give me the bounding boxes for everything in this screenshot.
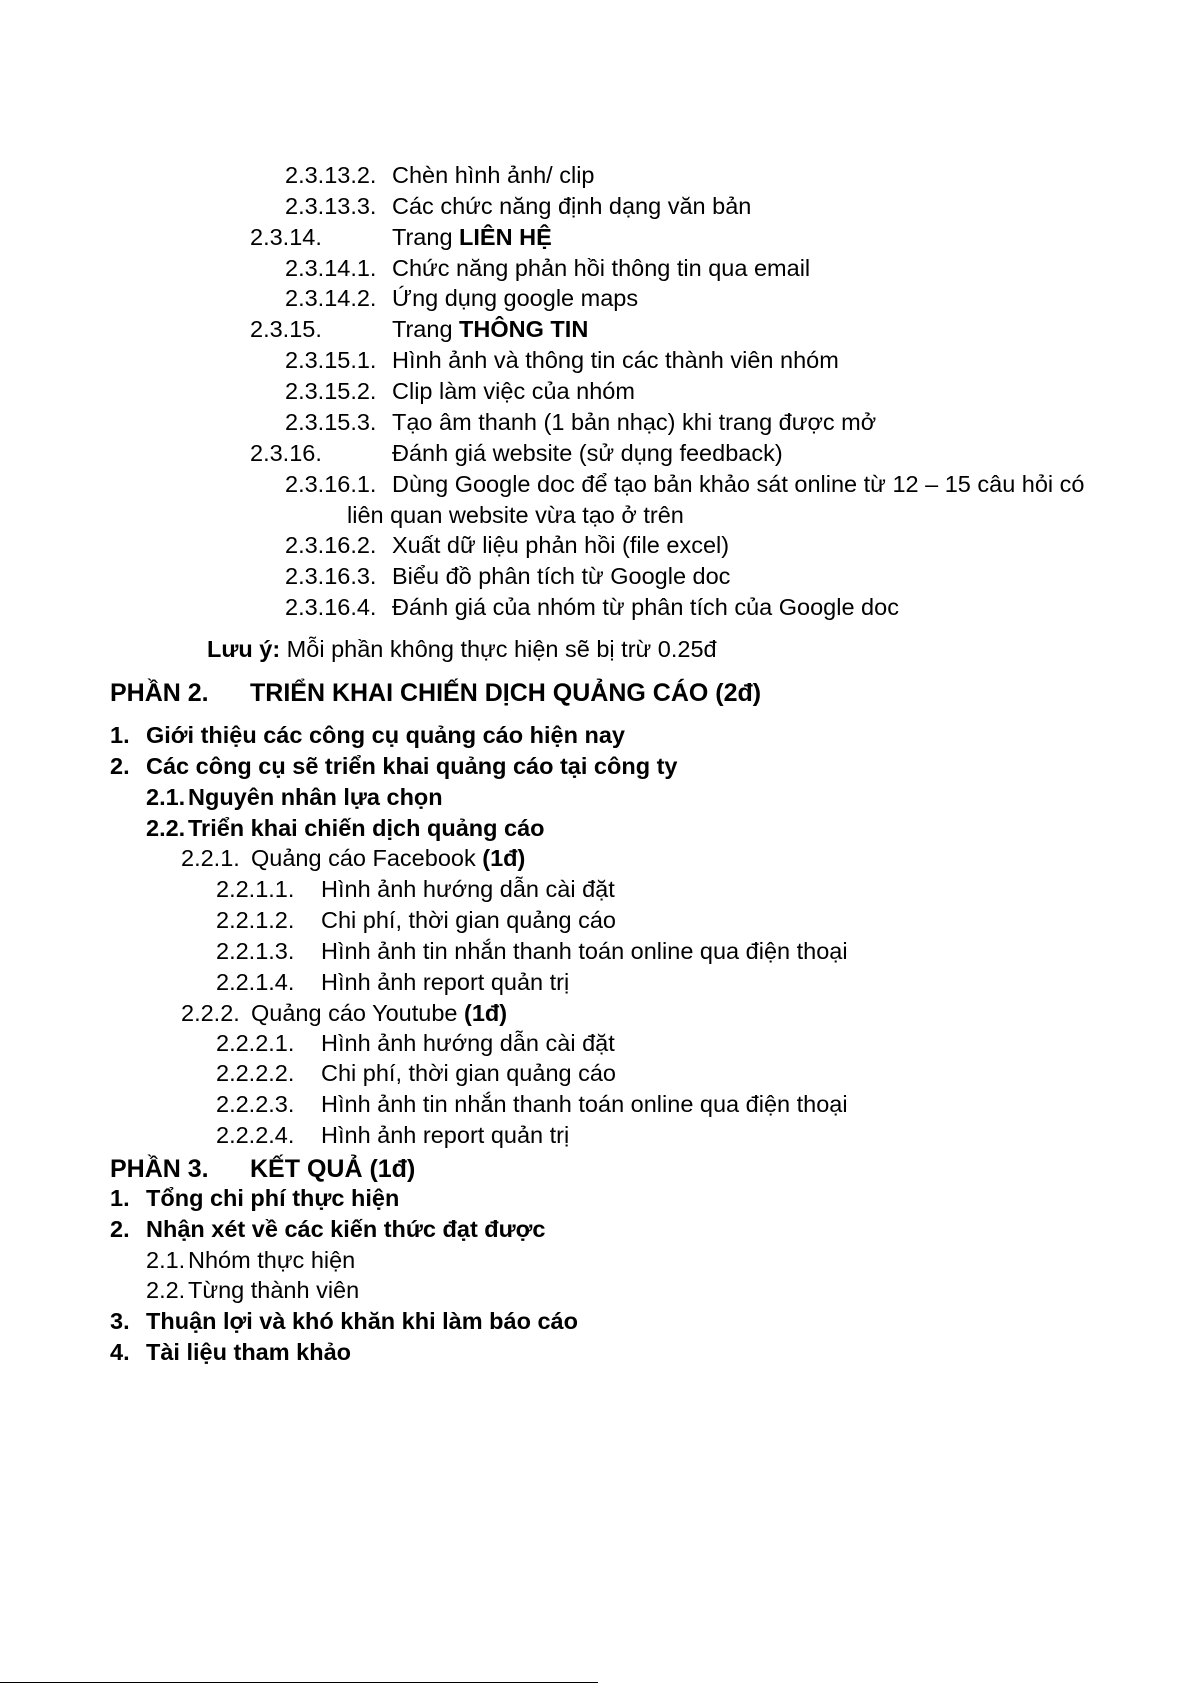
list-item-number: 2.1. [146, 1247, 186, 1273]
toc-item-number: 2.3.14.2. [285, 285, 377, 311]
list-item-text: Quảng cáo Youtube [251, 1000, 465, 1026]
list-item-number: 2.2. [146, 815, 186, 841]
toc-item-bold: THÔNG TIN [459, 316, 589, 342]
list-item-text: Nhóm thực hiện [188, 1247, 356, 1273]
list-item-number: 2.2.1.2. [216, 907, 295, 933]
toc-item-number: 2.3.15.1. [285, 347, 377, 373]
list-item-number: 1. [110, 722, 130, 748]
list-item-text: Quảng cáo Facebook [251, 845, 483, 871]
list-item-text: Hình ảnh hướng dẫn cài đặt [321, 876, 615, 902]
list-item-number: 2.2.2.1. [216, 1030, 295, 1056]
toc-item-text: Clip làm việc của nhóm [392, 378, 635, 404]
list-item-number: 2.2.2. [181, 1000, 240, 1026]
toc-item-text: Đánh giá của nhóm từ phân tích của Google doc [392, 594, 899, 620]
toc-item-bold: LIÊN HỆ [459, 224, 552, 250]
toc-item-number: 2.3.13.2. [285, 162, 377, 188]
list-item-number: 2.2. [146, 1277, 186, 1303]
list-item-number: 2. [110, 1216, 130, 1242]
list-item-text: Tổng chi phí thực hiện [146, 1185, 400, 1211]
toc-item-text: Chức năng phản hồi thông tin qua email [392, 255, 811, 281]
section-title: TRIỂN KHAI CHIẾN DỊCH QUẢNG CÁO (2đ) [250, 679, 762, 707]
list-item-number: 2.2.1.3. [216, 938, 295, 964]
toc-item-text: liên quan website vừa tạo ở trên [347, 502, 684, 528]
list-item-text: Từng thành viên [188, 1277, 360, 1303]
toc-item-number: 2.3.16.1. [285, 471, 377, 497]
list-item-text: Chi phí, thời gian quảng cáo [321, 1060, 617, 1086]
toc-item-text: Chèn hình ảnh/ clip [392, 162, 595, 188]
list-item-text: Triển khai chiến dịch quảng cáo [188, 815, 545, 841]
list-item-number: 2. [110, 753, 130, 779]
toc-item-prefix: Trang [392, 316, 460, 342]
list-item-text: Các công cụ sẽ triển khai quảng cáo tại công ty [146, 753, 678, 779]
footer-rule [0, 1682, 598, 1683]
toc-item-text: Các chức năng định dạng văn bản [392, 193, 752, 219]
toc-item-text [392, 222, 552, 252]
toc-item-number: 2.3.14. [250, 224, 322, 250]
list-item-number: 2.2.2.2. [216, 1060, 295, 1086]
section-title: KẾT QUẢ (1đ) [250, 1155, 416, 1183]
toc-item-number: 2.3.15. [250, 316, 322, 342]
toc-item-prefix: Trang [392, 224, 460, 250]
list-item-text: Chi phí, thời gian quảng cáo [321, 907, 617, 933]
list-item-text: Hình ảnh report quản trị [321, 969, 570, 995]
list-item-number: 2.2.1.4. [216, 969, 295, 995]
toc-item-number: 2.3.16.3. [285, 563, 377, 589]
section-number: PHẦN 2. [110, 679, 209, 707]
section-number: PHẦN 3. [110, 1155, 209, 1183]
list-item-number: 2.2.2.3. [216, 1091, 295, 1117]
list-item-number: 2.2.2.4. [216, 1122, 295, 1148]
toc-item-number: 2.3.14.1. [285, 255, 377, 281]
list-item-text: Nhận xét về các kiến thức đạt được [146, 1216, 546, 1242]
toc-item-text: Biểu đồ phân tích từ Google doc [392, 563, 731, 589]
toc-item-text: Xuất dữ liệu phản hồi (file excel) [392, 532, 730, 558]
note-text: Mỗi phần không thực hiện sẽ bị trừ 0.25đ [280, 636, 717, 662]
toc-item-text: Ứng dụng google maps [392, 285, 639, 311]
toc-item-number: 2.3.15.3. [285, 409, 377, 435]
list-item-text: Hình ảnh tin nhắn thanh toán online qua điện thoại [321, 938, 848, 964]
toc-item-text: Đánh giá website (sử dụng feedback) [392, 440, 783, 466]
list-item-number: 2.1. [146, 784, 186, 810]
toc-item-text: Dùng Google doc để tạo bản khảo sát online từ 12 – 15 câu hỏi có [392, 471, 1085, 497]
list-item-text: Hình ảnh report quản trị [321, 1122, 570, 1148]
list-item-text: Thuận lợi và khó khăn khi làm báo cáo [146, 1308, 578, 1334]
toc-item-number: 2.3.16.4. [285, 594, 377, 620]
list-item-number: 4. [110, 1339, 130, 1365]
toc-item-text: Hình ảnh và thông tin các thành viên nhóm [392, 347, 839, 373]
toc-item-number: 2.3.16.2. [285, 532, 377, 558]
list-item-score: (1đ) [464, 1000, 508, 1026]
list-item-number: 2.2.1.1. [216, 876, 295, 902]
list-item-text: Hình ảnh hướng dẫn cài đặt [321, 1030, 615, 1056]
list-item-text: Hình ảnh tin nhắn thanh toán online qua điện thoại [321, 1091, 848, 1117]
toc-item-number: 2.3.15.2. [285, 378, 377, 404]
note-label: Lưu ý: [207, 636, 281, 662]
toc-item-number: 2.3.13.3. [285, 193, 377, 219]
list-item-number: 2.2.1. [181, 845, 240, 871]
toc-item-text [392, 314, 588, 344]
list-item-score: (1đ) [482, 845, 526, 871]
list-item-text: Giới thiệu các công cụ quảng cáo hiện nay [146, 722, 625, 748]
list-item-text: Nguyên nhân lựa chọn [188, 784, 443, 810]
list-item-number: 3. [110, 1308, 130, 1334]
toc-item-text: Tạo âm thanh (1 bản nhạc) khi trang được mở [392, 409, 877, 435]
list-item-text: Tài liệu tham khảo [146, 1339, 352, 1365]
toc-item-number: 2.3.16. [250, 440, 322, 466]
list-item-number: 1. [110, 1185, 130, 1211]
